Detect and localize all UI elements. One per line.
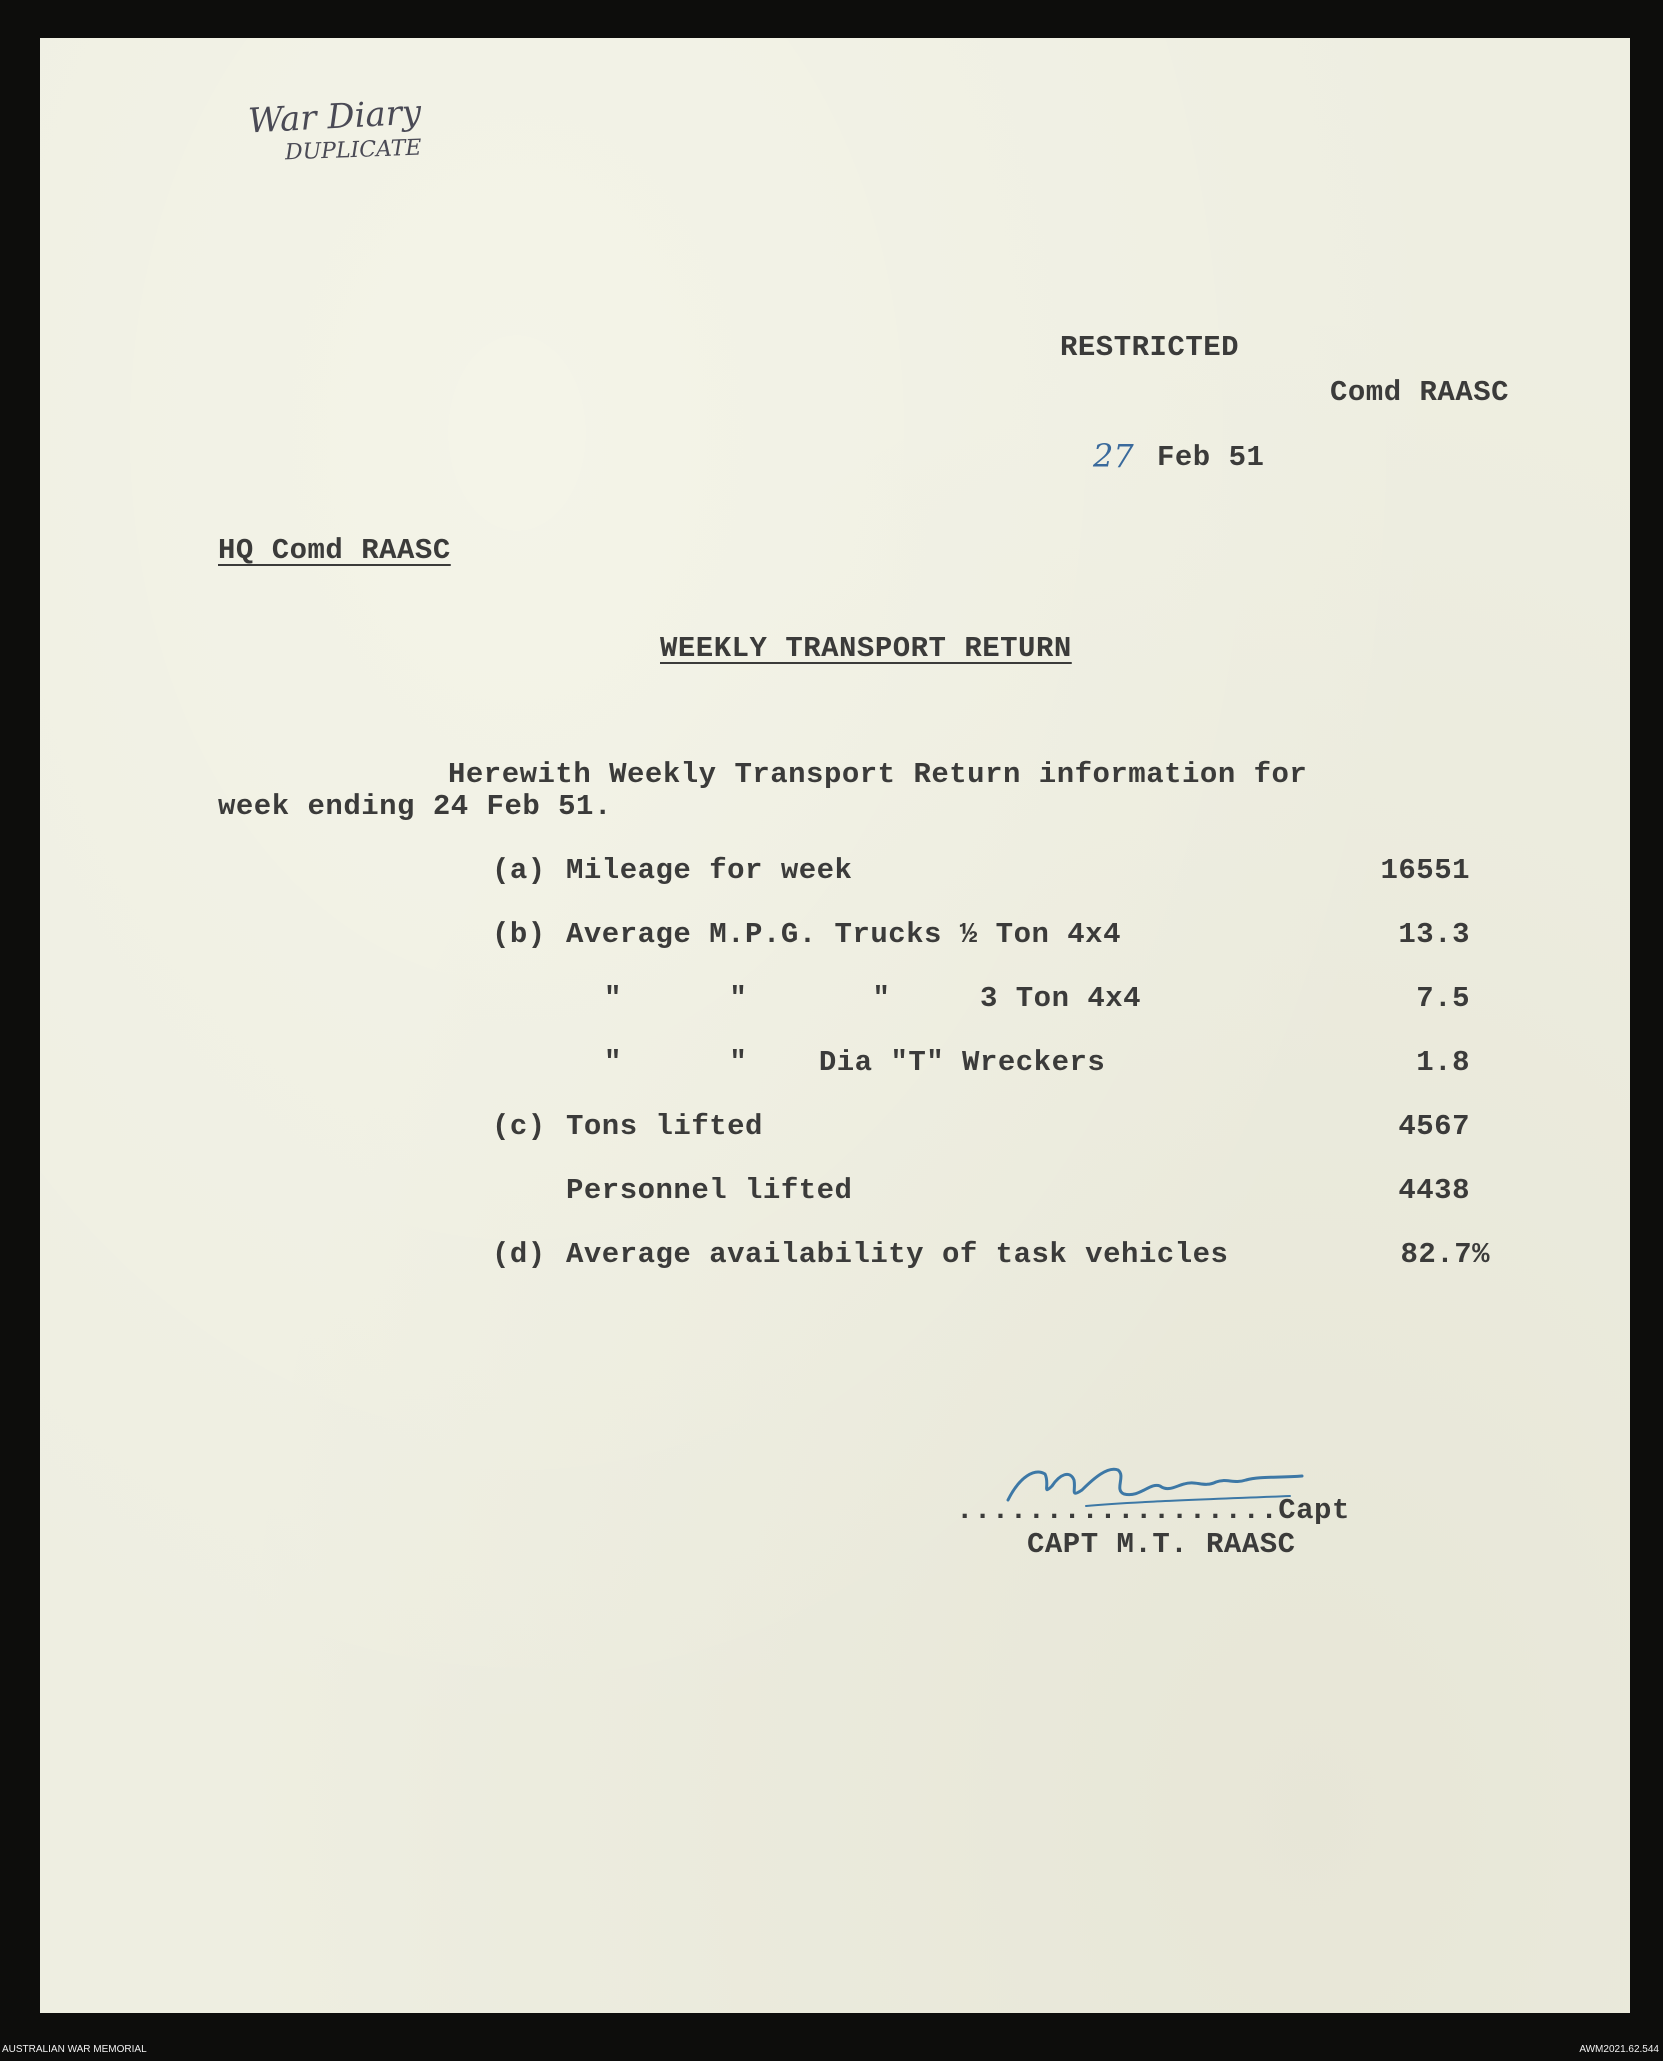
date-day-handwritten: 27 <box>1093 437 1134 475</box>
item-label-tons-lifted: Tons lifted <box>566 1110 763 1143</box>
item-marker-d: (d) <box>492 1238 546 1271</box>
classification-restricted: RESTRICTED <box>1060 331 1240 364</box>
document-title: WEEKLY TRANSPORT RETURN <box>660 632 1072 665</box>
item-value-mpg-wreckers: 1.8 <box>1416 1046 1470 1079</box>
item-label-mpg-3-ton: " " " 3 Ton 4x4 <box>604 982 1142 1015</box>
item-value-tons-lifted: 4567 <box>1398 1110 1470 1143</box>
sender-unit: Comd RAASC <box>1330 376 1510 409</box>
item-marker-c: (c) <box>492 1110 546 1143</box>
date-month-year: Feb 51 <box>1157 441 1265 474</box>
item-label-mpg-wreckers: " " Dia "T" Wreckers <box>604 1046 1106 1079</box>
addressee: HQ Comd RAASC <box>218 534 451 567</box>
item-value-mileage: 16551 <box>1380 854 1470 887</box>
handwritten-annotation-duplicate: DUPLICATE <box>284 135 422 166</box>
item-marker-a: (a) <box>492 854 546 887</box>
item-value-personnel-lifted: 4438 <box>1398 1174 1470 1207</box>
item-marker-b: (b) <box>492 918 546 951</box>
handwritten-annotation-war-diary: War Diary <box>247 92 423 142</box>
item-value-availability: 82.7% <box>1400 1238 1490 1271</box>
item-value-mpg-3-ton: 7.5 <box>1416 982 1470 1015</box>
item-label-availability: Average availability of task vehicles <box>566 1238 1229 1271</box>
item-label-mileage: Mileage for week <box>566 854 853 887</box>
document-page <box>40 38 1630 2013</box>
signatory-title: CAPT M.T. RAASC <box>1027 1528 1296 1561</box>
archive-footer-left: AUSTRALIAN WAR MEMORIAL <box>2 2044 147 2055</box>
intro-line-1: Herewith Weekly Transport Return information for <box>448 758 1308 791</box>
item-label-mpg-half-ton: Average M.P.G. Trucks ½ Ton 4x4 <box>566 918 1121 951</box>
intro-line-2: week ending 24 Feb 51. <box>218 790 612 823</box>
signature-dotted-line: ..................Capt <box>956 1494 1350 1527</box>
item-value-mpg-half-ton: 13.3 <box>1398 918 1470 951</box>
item-label-personnel-lifted: Personnel lifted <box>566 1174 853 1207</box>
archive-footer-right: AWM2021.62.544 <box>1579 2044 1659 2055</box>
